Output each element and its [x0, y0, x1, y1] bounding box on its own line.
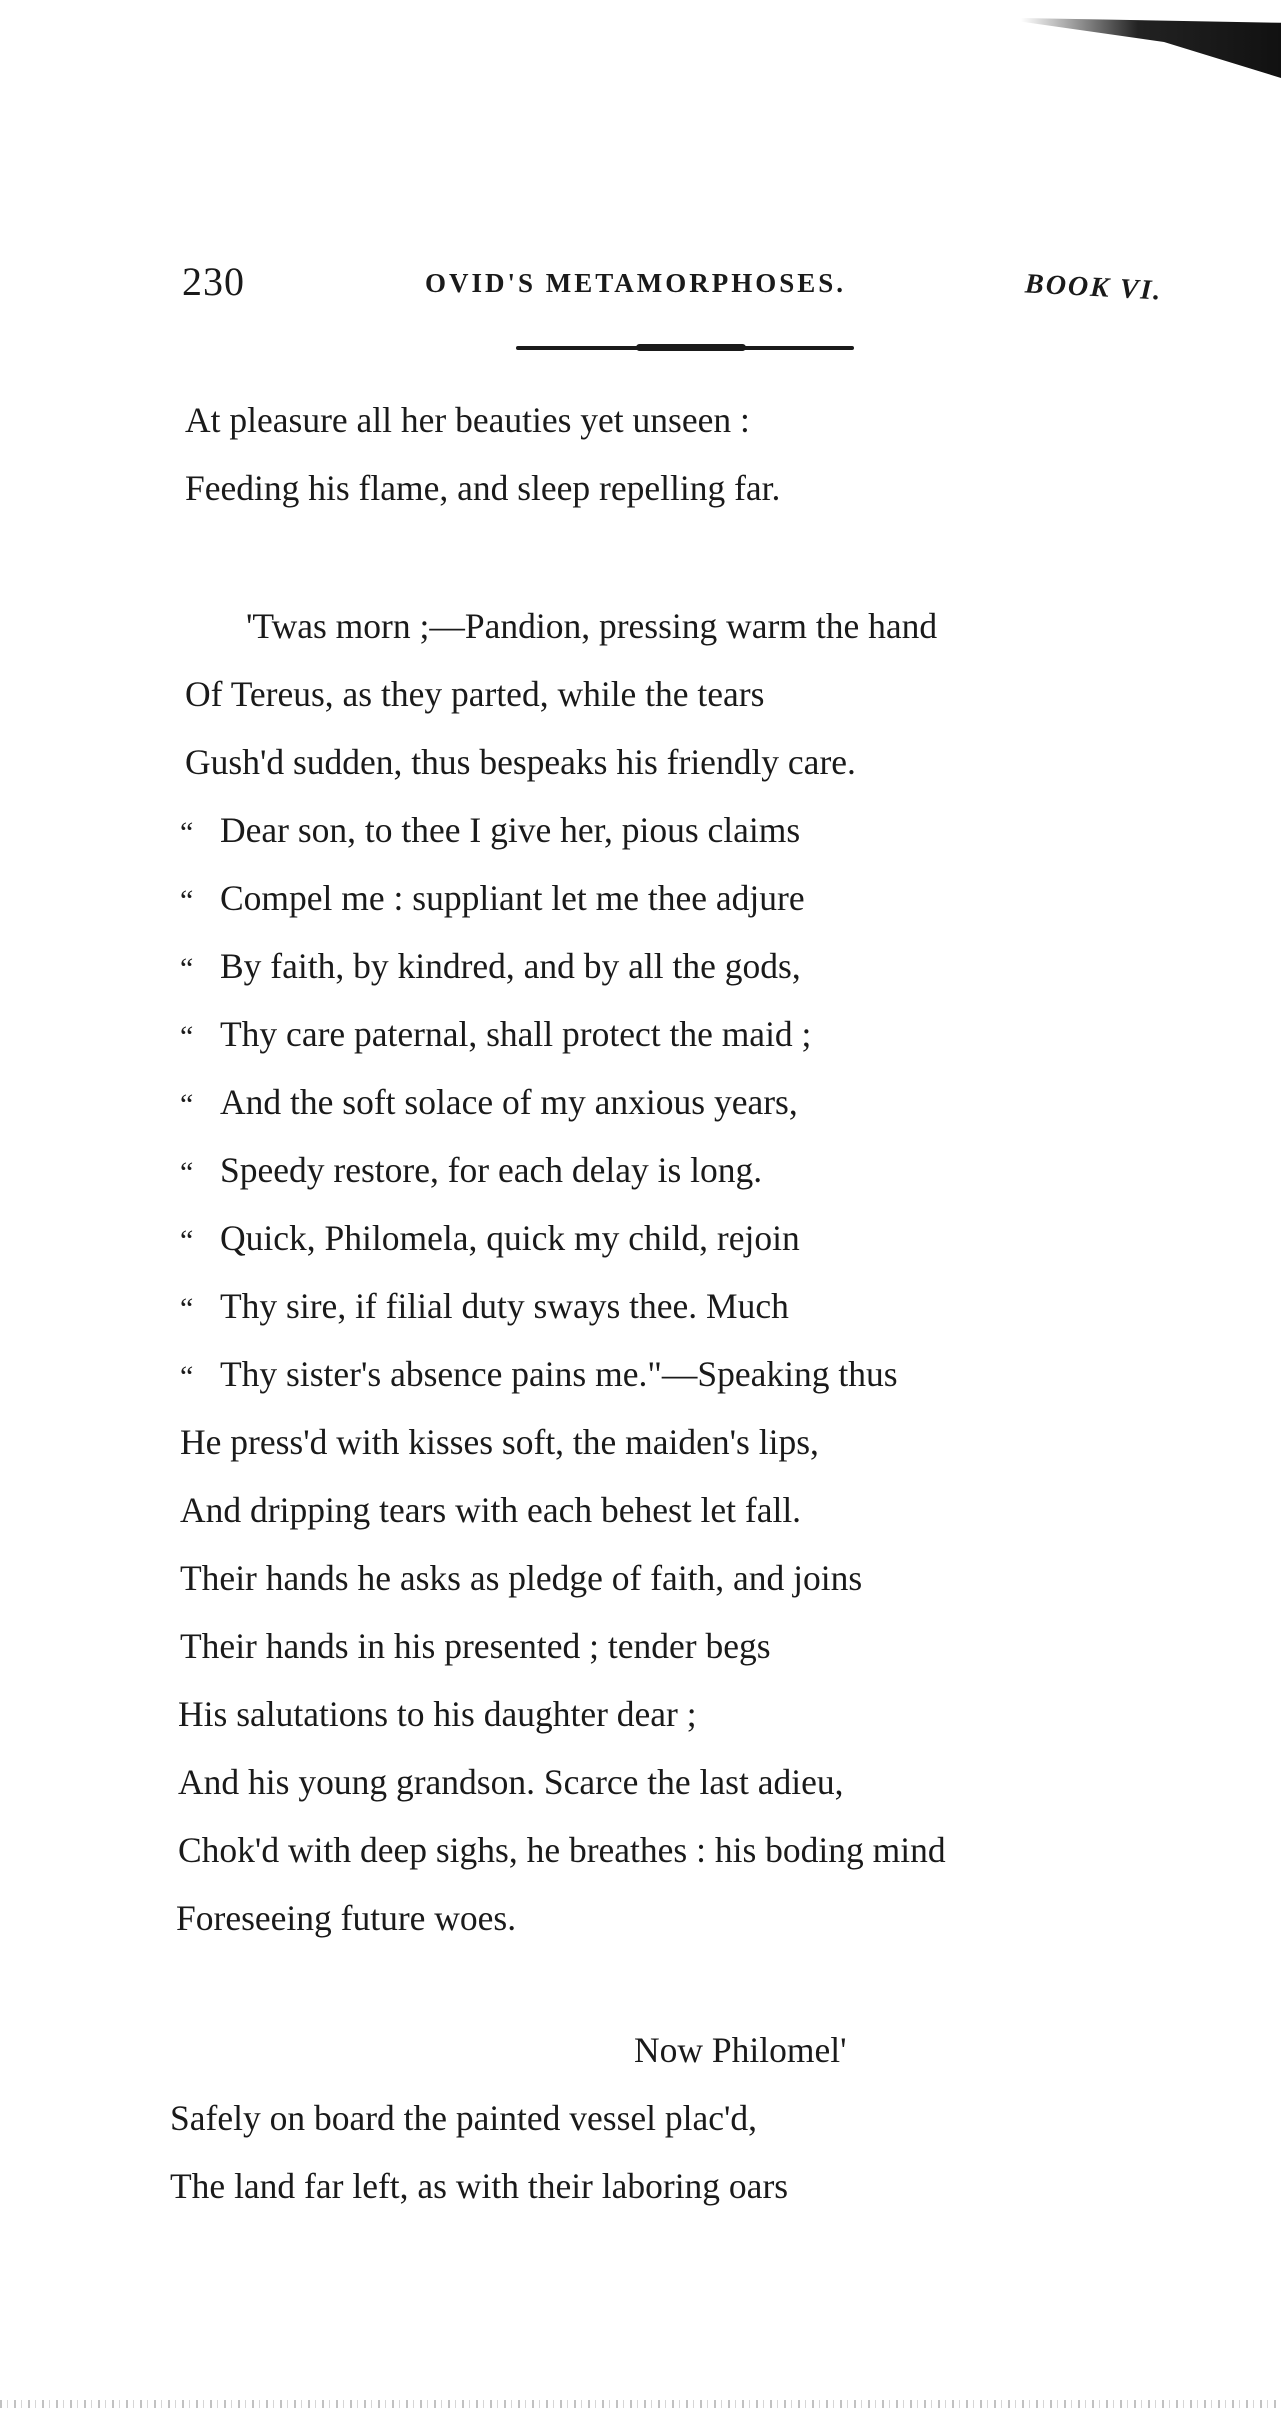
scan-edge-noise	[0, 2400, 1281, 2408]
scan-shadow	[1021, 18, 1281, 78]
verse-line: His salutations to his daughter dear ;	[178, 1694, 697, 1734]
verse-line: Their hands in his presented ; tender begs	[180, 1626, 771, 1666]
verse-line: Of Tereus, as they parted, while the tears	[185, 674, 765, 714]
verse-line: Chok'd with deep sighs, he breathes : his boding mind	[178, 1830, 946, 1870]
verse-line: “ Thy sire, if filial duty sways thee. Much	[180, 1286, 789, 1326]
verse-line: Now Philomel'	[634, 2030, 847, 2070]
verse-line: “ Speedy restore, for each delay is long.	[180, 1150, 763, 1190]
page-number: 230	[182, 259, 245, 304]
verse-line: “ Quick, Philomela, quick my child, rejoin	[180, 1218, 800, 1258]
header-rule	[516, 346, 854, 350]
verse-line: “ Dear son, to thee I give her, pious claims	[180, 810, 801, 850]
running-title: OVID'S METAMORPHOSES.	[425, 268, 847, 298]
verse-line: And his young grandson. Scarce the last adieu,	[178, 1762, 844, 1802]
book-label: BOOK VI.	[1024, 268, 1164, 307]
verse-line: The land far left, as with their laboring oars	[170, 2166, 789, 2206]
verse-line: At pleasure all her beauties yet unseen :	[185, 400, 750, 440]
verse-line: Feeding his flame, and sleep repelling far.	[185, 468, 781, 508]
verse-line: Gush'd sudden, thus bespeaks his friendly care.	[185, 742, 856, 782]
verse-line: “ And the soft solace of my anxious years,	[180, 1082, 798, 1122]
running-header	[0, 258, 1281, 318]
verse-line: He press'd with kisses soft, the maiden's lips,	[180, 1422, 819, 1462]
verse-line: “ Thy sister's absence pains me."—Speaking thus	[180, 1354, 898, 1394]
verse-line: 'Twas morn ;—Pandion, pressing warm the hand	[246, 606, 938, 646]
verse-line: Safely on board the painted vessel plac'd,	[170, 2098, 758, 2138]
verse-line: “ Compel me : suppliant let me thee adjure	[180, 878, 805, 918]
verse-line: Foreseeing future woes.	[176, 1898, 517, 1938]
verse-line: “ Thy care paternal, shall protect the maid ;	[180, 1014, 812, 1054]
verse-line: Their hands he asks as pledge of faith, and joins	[180, 1558, 863, 1598]
verse-line: And dripping tears with each behest let fall.	[180, 1490, 802, 1530]
verse-line: “ By faith, by kindred, and by all the gods,	[180, 946, 801, 986]
